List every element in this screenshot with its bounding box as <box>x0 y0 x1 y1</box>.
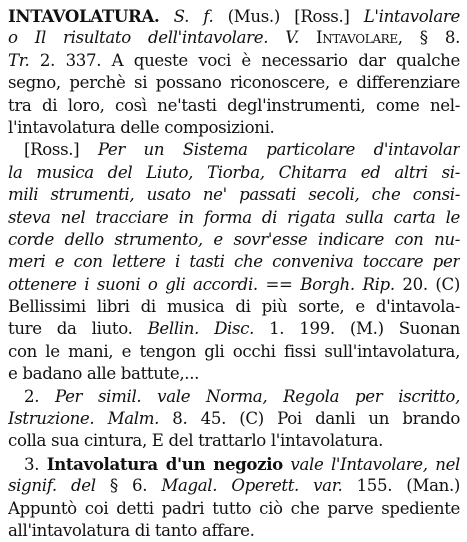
entry-line-15 <box>8 318 460 340</box>
definition-text: la musica del Liuto, Tiorba, Chitarra ed altri si- <box>8 162 460 182</box>
entry-line-21 <box>8 453 460 475</box>
citation-ref: 1. 199. (M.) Suonan <box>254 319 460 339</box>
definition-text: mili strumenti, usato ne' passati secoli, che consi- <box>8 185 460 205</box>
entry-line-16 <box>8 341 460 363</box>
citation-text: con le mani, e tengon gli occhi fissi sull'intavolatura, <box>8 341 460 361</box>
entry-line-9 <box>8 184 460 206</box>
citation-text: Bellissimi libri di musica di più sorte, e d'intavola- <box>8 297 460 317</box>
entry-line-3 <box>8 50 460 72</box>
subheadword: Intavolatura d'un negozio <box>46 453 283 474</box>
source-citation: Borgh. Rip. <box>300 274 395 294</box>
entry-line-6 <box>8 117 460 139</box>
citation-text: ture da liuto. <box>8 319 148 339</box>
citation-text: 8. 45. (C) Poi danli un brando <box>159 409 460 429</box>
citation-text: all'intavolatura di tanto affare. <box>8 520 255 540</box>
definition-text: vale l'Intavolare, nel <box>282 454 460 474</box>
separator: == <box>257 274 301 294</box>
definition-text: signif. del <box>8 476 96 496</box>
citation-text: e badano alle battute,... <box>8 364 200 384</box>
definition-text: meri e con lettere i tasti che conveniva toccare per <box>8 252 460 272</box>
definition-text: steva nel tracciare in forma di rigata sulla carta le <box>8 207 460 227</box>
entry-line-2 <box>8 27 460 49</box>
entry-line-19 <box>8 408 460 430</box>
entry-line-17 <box>8 363 460 385</box>
entry-line-4 <box>8 72 460 94</box>
entry-line-14 <box>8 296 460 318</box>
definition-text: corde dello strumento, e sovr'esse indicare con nu- <box>8 229 460 249</box>
domain-label: [Ross.] <box>24 140 98 160</box>
entry-line-18 <box>8 386 460 408</box>
entry-line-22 <box>8 475 460 497</box>
entry-line-1 <box>8 5 460 27</box>
entry-line-8 <box>8 162 460 184</box>
entry-line-10 <box>8 207 460 229</box>
definition-text: Per un Sistema particolare d'intavolar <box>97 140 460 160</box>
domain-label: (Mus.) [Ross.] <box>227 7 364 26</box>
section-ref: , § 8. <box>397 28 460 48</box>
source-citation: Bellin. Disc. <box>147 319 255 339</box>
entry-line-13 <box>8 274 460 296</box>
headword: INTAVOLATURA. <box>8 6 160 26</box>
citation-text: colla sua cintura, E del trattarlo l'intavolatura. <box>8 431 384 451</box>
cross-reference: Intavolare <box>316 28 398 48</box>
citation-text: 2. 337. A queste voci è necessario dar qualche <box>29 50 460 70</box>
citation-ref: 20. (C) <box>394 274 460 294</box>
citation-text: tra di loro, così ne'tasti degl'instrumenti, come nel- <box>8 95 460 115</box>
source-citation: Magal. Operett. var. <box>161 476 343 496</box>
citation-text: Appuntò coi detti padri tutto ciò che parve spediente <box>8 498 460 518</box>
definition-text: Per simil. vale Norma, Regola per iscritto, <box>55 386 460 406</box>
definition-text: ottenere i suoni o gli accordi. <box>8 274 258 294</box>
sense-number: 3. <box>24 454 47 474</box>
definition-text: L'intavolare <box>363 7 460 26</box>
entry-line-11 <box>8 229 460 251</box>
entry-line-20 <box>8 430 460 452</box>
citation-text: segno, perchè si possano riconoscere, e differenziare <box>8 73 460 93</box>
definition-text: o Il risultato dell'intavolare. V. <box>8 28 317 48</box>
citation-text: l'intavolatura delle composizioni. <box>8 117 275 137</box>
entry-line-24 <box>8 520 460 542</box>
entry-line-12 <box>8 251 460 273</box>
definition-text: Istruzione. Malm. <box>8 409 160 429</box>
source-citation: Tr. <box>8 50 30 70</box>
entry-line-7 <box>8 139 460 161</box>
sense-number: 2. <box>24 386 55 406</box>
entry-line-23 <box>8 498 460 520</box>
citation-ref: 155. (Man.) <box>342 476 460 496</box>
section-ref: § 6. <box>95 476 162 496</box>
part-of-speech: S. f. <box>159 7 228 26</box>
entry-line-5 <box>8 95 460 117</box>
